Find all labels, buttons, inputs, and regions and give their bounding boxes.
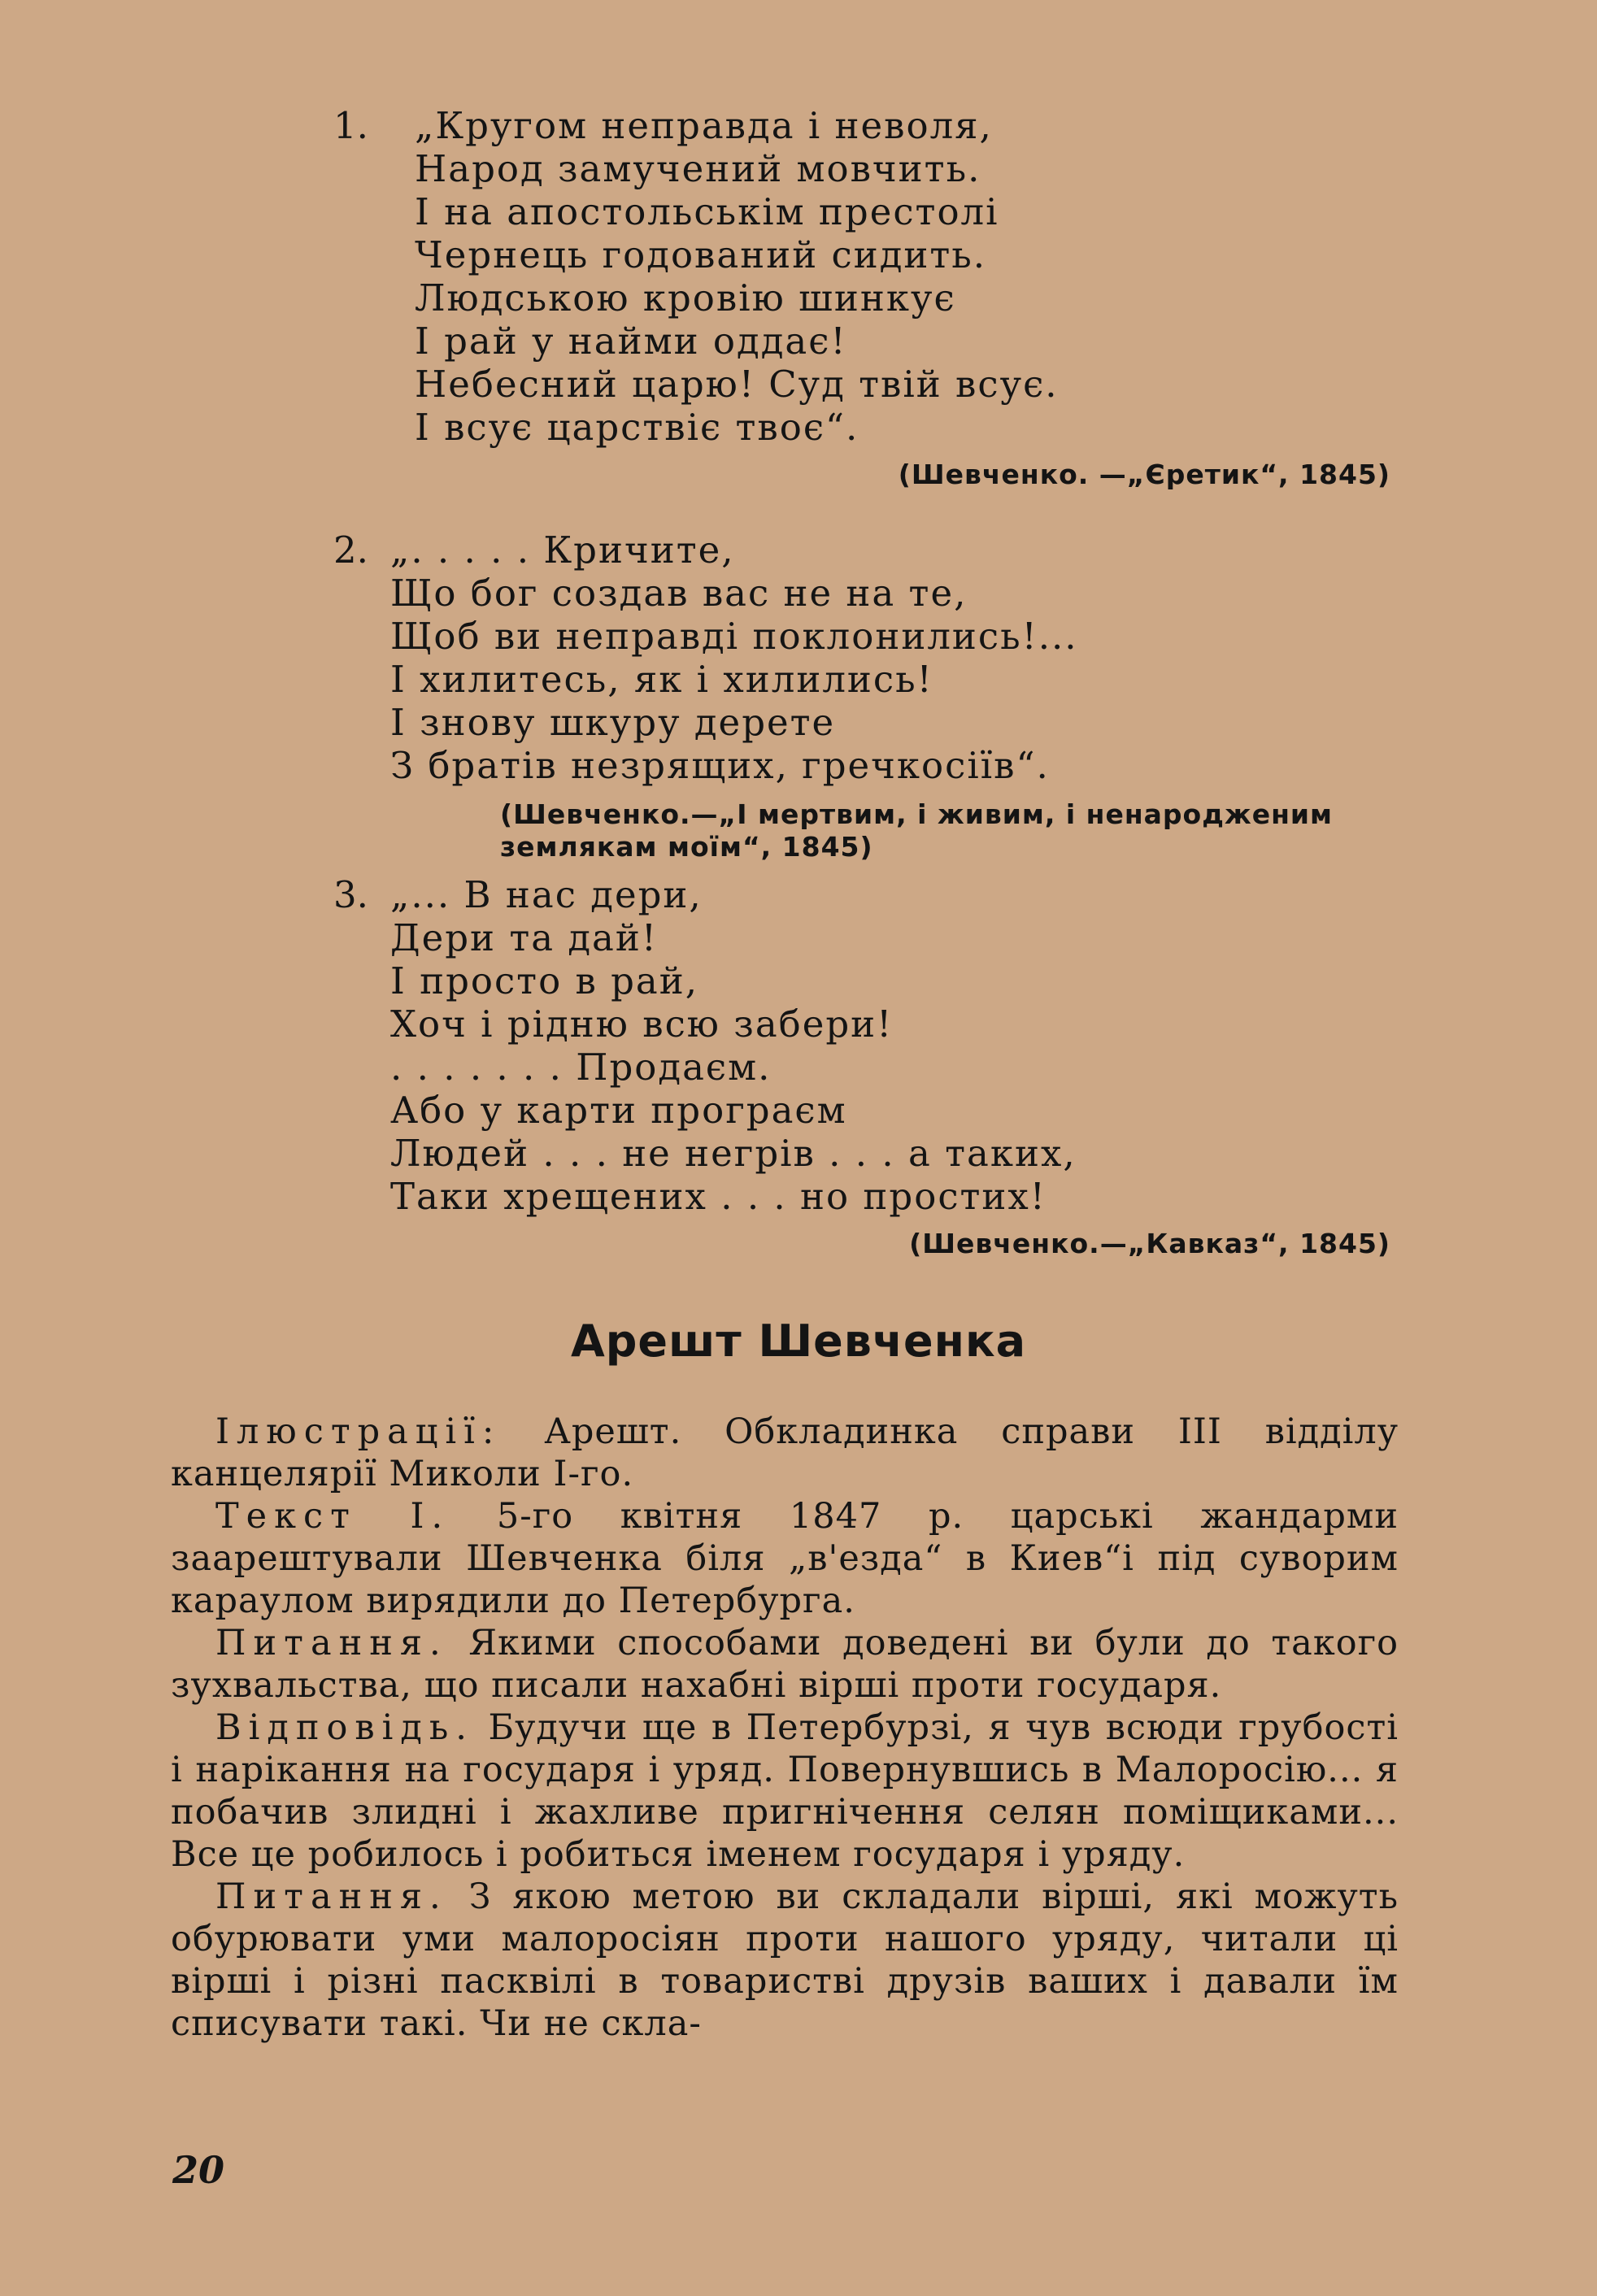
section-heading: Арешт Шевченка: [570, 1315, 1027, 1367]
page-number: 20: [172, 2148, 225, 2192]
poem-line: . . . . . . . Продаєм.: [390, 1046, 772, 1089]
poem-lines: [390, 873, 1415, 1218]
paragraph-text: Будучи ще в Петербурзі, я чув всюди грубості і нарікання на государя і уряд. Повернувшись в Малоросію... я побачив злидні і жахливе пригнічення селян поміщиками... Все це робилось і робиться іменем государя і уряду.: [171, 1707, 1399, 1875]
paragraph-label: Питання.: [215, 1623, 448, 1663]
paragraph-text: Якими способами доведені ви були до такого зухвальства, що писали нахабні вірші проти государя.: [171, 1623, 1399, 1706]
poem-line: З братів незрящих, гречкосіїв“.: [390, 744, 1050, 787]
poem-line: „Кругом неправда і неволя,: [415, 104, 993, 147]
paragraph-label: Ілюстрації:: [215, 1411, 502, 1452]
poem-line: Народ замучений мовчить.: [415, 147, 981, 190]
poem-line: І знову шкуру дерете: [390, 701, 836, 744]
poem-line: І рай у найми оддає!: [415, 320, 847, 363]
poem-source: (Шевченко. —„Єретик“, 1845): [898, 459, 1390, 490]
prose-section: [171, 1411, 1399, 2045]
paragraph-label: Питання.: [215, 1876, 448, 1917]
poem-line: І просто в рай,: [390, 959, 699, 1002]
poem-line: Дери та дай!: [390, 916, 658, 959]
poem-line: Людською кровію шинкує: [415, 276, 956, 320]
poem-1: [333, 104, 1415, 491]
poem-line: Небесний царю! Суд твій всує.: [415, 363, 1059, 406]
poem-line: І всує царствіє твоє“.: [415, 406, 859, 449]
paragraph-label: Відповідь.: [215, 1707, 474, 1748]
paragraph-answer: [171, 1707, 1399, 1876]
poem-line: Щоб ви неправді поклонились!...: [390, 615, 1078, 658]
poem-line: Таки хрещених . . . но простих!: [390, 1175, 1047, 1218]
paragraph-text: Арешт. Обкладинка справи ІІІ відділу канцелярії Миколи І-го.: [171, 1411, 1399, 1494]
poem-lines: [415, 104, 1415, 449]
poem-line: Що бог создав вас не на те,: [390, 572, 968, 615]
poem-line: „... В нас дери,: [390, 873, 703, 916]
paragraph-text: 5-го квітня 1847 р. царські жандарми заарештували Шевченка біля „в'езда“ в Киев“і під суворим караулом вирядили до Петербурга.: [171, 1496, 1399, 1621]
poem-line: І на апостольськім престолі: [415, 190, 999, 233]
poem-lines: [390, 528, 1415, 787]
poem-line: І хилитесь, як і хилились!: [390, 658, 933, 701]
poem-number: 3.: [333, 873, 368, 916]
poem-2: [333, 528, 1415, 863]
paragraph-illustrations: [171, 1411, 1399, 1495]
poem-number: 2.: [333, 528, 368, 572]
poem-line: Чернець годований сидить.: [415, 233, 987, 276]
poem-3: [333, 873, 1415, 1260]
poem-line: Або у карти програєм: [390, 1089, 847, 1132]
paragraph-question-2: [171, 1876, 1399, 2045]
paragraph-label: Текст І.: [215, 1496, 450, 1537]
poem-source: (Шевченко.—„Кавказ“, 1845): [909, 1228, 1390, 1259]
poem-line: Хоч і рідню всю забери!: [390, 1002, 894, 1046]
paragraph-question-1: [171, 1622, 1399, 1707]
poem-source: (Шевченко.—„І мертвим, і живим, і ненародженим землякам моїм“, 1845): [500, 798, 1333, 863]
poem-line: Людей . . . не негрів . . . а таких,: [390, 1132, 1077, 1175]
paragraph-text: З якою метою ви складали вірші, які можуть обурювати уми малоросіян проти нашого уряду, читали ці вірші і різні пасквілі в товаристві друзів ваших і давали їм списувати такі. Чи не скла-: [171, 1876, 1399, 2044]
paragraph-text-1: [171, 1495, 1399, 1622]
poem-number: 1.: [333, 104, 368, 147]
poem-line: „. . . . . Кричите,: [390, 528, 735, 572]
